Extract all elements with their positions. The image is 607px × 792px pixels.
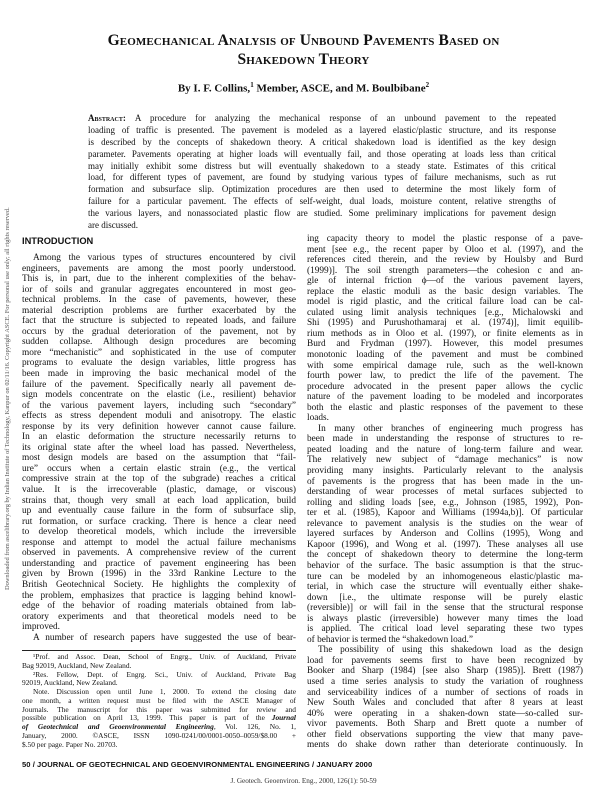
paragraph [307,645,583,750]
footnotes [22,653,296,749]
text-line: replace the elastic moduli as the basic design variables. The [307,286,583,297]
text-line: ing capacity theory to model the plastic response of a pave- [307,234,583,244]
text-line: is applied. The critical load level separating these two types [307,624,583,635]
footnote-mark-2: 2 [425,81,430,89]
text-line: peated loading and the nature of long-term failure and wear. [307,444,583,455]
footnote-line: ²Res. Fellow, Dept. of Engrg. Sci., Univ. of Auckland, Private Bag [33,670,296,679]
paragraph [22,253,296,633]
text-line: effects as stress dependent moduli and anisotropy. The elastic [22,411,296,422]
text-line: In an elastic deformation the structure necessarily returns to [22,432,296,443]
text-line: strains that, though very small at each load application, build [22,495,296,506]
author-2: Member, ASCE, and M. Boulbibane [253,82,426,95]
text-line: Shi (1995) and Purushothamaraj et al. (1974)], limit equilib- [307,318,583,329]
text-line: ment [see e.g., the recent paper by Oloo et al. (1997), and the [307,244,583,255]
journal-name: Journal [271,714,296,723]
text-line: failure of the pavement. Specifically nearly all pavement de- [22,379,296,390]
text-line: technical problems. In the case of pavements, however, these [22,295,296,306]
text-line: nature of the pavement loading to be modeled and incorporates [307,392,583,403]
text-line: rut formation, or surface cracking. There is hence a clear need [22,516,296,527]
text-line: A number of research papers have suggested the use of bear- [33,632,296,643]
abstract-label: Abstract: [88,113,126,123]
text-line: the problem, emphasizes that practice is lagging behind knowl- [22,590,296,601]
right-column [307,234,583,751]
text-line: Kapoor (1996), and Wong et al. (1997). These analyses all use [307,539,583,550]
text-line: more “mechanistic” and sophisticated in the use of computer [22,347,296,358]
footnote-line: $.50 per page. Paper No. 20703. [22,740,118,749]
text-line: gle of internal friction ϕ—of the various pavement layers, [307,276,583,287]
abstract-line: failure for a particular pavement. The effects of self-weight, dual loads, moisture content, relative strengths of [88,196,556,207]
text-line: down [i.e., the ultimate response will be purely elastic [307,592,583,603]
text-line: the concept of shakedown theory to determine the long-term [307,550,583,561]
text-line: Among the various types of structures encountered by civil [33,253,296,263]
text-line: programs to evaluate the design variables, little progress has [22,358,296,369]
footnote-divider [22,650,296,651]
title-line-2: Shakedown Theory [237,51,370,68]
text-line: layered surfaces by Anderson and Collins (1995), Wong and [307,529,583,540]
text-line: Burd and Frydman (1997). However, this model presumes [307,339,583,350]
footnote-mark-1: 1 [250,81,254,89]
text-line: This is, in part, due to the inherent complexities of the behav- [22,274,296,285]
text-line: of the various pavement layers, including such “secondary” [22,400,296,411]
text-line: (1999)]. The soil strength parameters—the cohesion c and an- [307,265,583,276]
footnote-line: Bag 92019, Auckland, New Zealand. [22,661,132,670]
author-1: By I. F. Collins, [177,82,251,95]
text-line: sudden collapse. Although design procedures are becoming [22,337,296,348]
text-line: occurs by the gradual deterioration of the pavement, not by [22,326,296,337]
footnote-line: ¹Prof. and Assoc. Dean, School of Engrg., Univ. of Auckland, Private [33,653,296,661]
footnote-line: one month, a written request must be filed with the ASCE Manager of [22,696,296,705]
text-line: most design models are based on the assumption that “fail- [22,453,296,464]
text-line: engineers, pavements are among the most poorly understood. [22,263,296,274]
footnote-text: , Vol. 126, No. 1, [213,723,296,731]
text-line: New South Wales and concluded that after 8 years at least [307,698,583,709]
download-watermark: Downloaded from ascelibrary.org by Indian Institute of Technology, Kanpur on 02/11/16. Copyright ASCE. For personal use only; all rights reserved. [4,207,11,590]
text-line: given by Brown (1996) in the 33rd Rankine Lecture to the [22,569,296,580]
text-line: other field observations supporting the view that many pave- [307,729,583,740]
text-line: improved. [22,622,60,633]
text-line: its original state after the wheel load has passed. Nevertheless, [22,442,296,453]
text-line: derstanding of wear processes of metal surfaces subjected to [307,487,583,498]
text-line: response and attempt to model the actual failure mechanisms [22,537,296,548]
paragraph [307,424,583,645]
abstract-line: formation and subsurface slip. Optimization procedures are then used to determine the most likely form of [88,184,556,195]
text-line: response by its very definition however cannot cause failure. [22,421,296,432]
text-line: is always plastic (irreversible) however many times the load [307,613,583,624]
text-line: load for pavements seems first to have been recognized by [307,655,583,666]
text-line: (reversible)] or will fail in the sense that the structural response [307,603,583,614]
journal-name: of Geotechnical and Geoenvironmental Engineering [22,723,214,731]
abstract-line: are discussed. [88,220,138,231]
text-line: The relatively new subject of “damage mechanics” is now [307,455,583,466]
text-line: ter et al. (1985), Kapoor and Williams (1994a,b)]. Of particular [307,508,583,519]
footnote-line [22,714,296,723]
text-line: been made in improving the basic mechanical model of the [22,369,296,380]
text-line: and serviceability indices of a number of sections of roads in [307,687,583,698]
footnote-line: Journals. The manuscript for this paper was submitted for review and [22,705,296,714]
footnote-line: Note. Discussion open until June 1, 2000. To extend the closing date [33,688,296,696]
text-line: edge of the behavior of roading materials obtained from lab- [22,601,296,612]
text-line: culated using limit analysis techniques [e.g., Michalowski and [307,307,583,318]
text-line: monotonic loading of the pavement and must be combined [307,350,583,361]
text-line: loads. [307,413,329,424]
author-line [0,81,607,95]
text-line: British Geotechnical Society. He highlights the complexity of [22,579,296,590]
text-line: ior of soils and granular aggregates encountered in most geo- [22,284,296,295]
text-line: of pavements is the progress that has been made in the un- [307,476,583,487]
text-line: value. It is the irrecoverable (plastic, damage, or viscous) [22,485,296,496]
text-line: fourth power law, to predict the life of the pavement. The [307,371,583,382]
text-line: providing many insights. Particularly relevant to the analysis [307,466,583,477]
text-line: rium methods as in Oloo et al. (1997), or finite elements as in [307,328,583,339]
text-line: to develop theoretical models, which include the irreversible [22,527,296,538]
abstract-line: parameter. Pavements operating at higher loads will eventually fail, and those operating at loads less than critical [88,148,556,159]
abstract-line: the various layers, and nonassociated plastic flow are studied. Some preliminary implications for pavement design [88,208,556,219]
text-line: relevance to pavement analysis is the studies on the wear of [307,518,583,529]
text-line: up and eventually cause failure in the form of subsurface slip, [22,506,296,517]
text-line: sign models concentrate on the elastic (i.e., resilient) behavior [22,390,296,401]
text-line: model is rigid plastic, and the critical failure load can be cal- [307,297,583,308]
text-line: ments do shake down rather than deteriorate continuously. In [307,740,583,751]
text-line: The possibility of using this shakedown load as the design [318,645,583,656]
text-line: references cited therein, and the review by Houlsby and Burd [307,255,583,266]
text-line: material description problems are further exacerbated by the [22,305,296,316]
text-line: compressive strain at the top of the subgrade) reaches a critical [22,474,296,485]
text-line: understanding and practice of pavement engineering has been [22,558,296,569]
text-line: used a time series analysis to study the variation of roughness [307,676,583,687]
abstract-text: A procedure for analyzing the mechanical response of an unbound pavement to the repeated [134,113,556,123]
running-footer: 50 / JOURNAL OF GEOTECHNICAL AND GEOENVIRONMENTAL ENGINEERING / JANUARY 2000 [22,760,373,769]
text-line: procedure advocated in the present paper allows the cyclic [307,381,583,392]
text-line: 40% were operating in a shaken-down state—so-called sur- [307,708,583,719]
text-line: ure” occurs when a certain elastic strain (e.g., the vertical [22,463,296,474]
text-line: rolling and sliding loads [see, e.g., Johnson (1985, 1992), Pon- [307,497,583,508]
abstract [88,113,556,232]
text-line: vivor pavements. Both Sharp and Brett quote a number of [307,719,583,730]
text-line: ture can be modeled by an inhomogeneous elastic/plastic ma- [307,571,583,582]
text-line: behavior of the surface. The basic assumption is that the struc- [307,560,583,571]
footnote-line: 92019, Auckland, New Zealand. [22,679,118,688]
abstract-line: may initially exhibit some distress but will eventually shakedown to a steady state. Estimates of this critical [88,160,556,171]
section-heading-introduction: INTRODUCTION [22,236,94,246]
text-line: fact that the structure is subjected to repeated loads, and failure [22,316,296,327]
title-line-1: Geomechanical Analysis of Unbound Pavements Based on [107,32,500,49]
footnote-line [22,723,296,732]
footnote-text: possible publication on April 13, 1999. This paper is part of the [22,714,272,723]
abstract-line [88,113,556,125]
abstract-line: load, for different types of pavement, are found by studying various types of failure mechanisms, such as rut [88,172,556,183]
text-line: both the elastic and plastic responses of the pavement to these [307,402,583,413]
text-line: with some empirical damage rule, such as the well-known [307,360,583,371]
abstract-line: loading of traffic is presented. The pavement is modeled as a layered elastic/plastic structure, and its response [88,124,556,135]
abstract-line: is described by the concepts of shakedown theory. A critical shakedown load is identified as the key design [88,136,556,147]
paragraph [22,633,296,644]
text-line: In many other branches of engineering much progress has [318,423,583,434]
text-line: terial, in which case the structure will eventually either shake- [307,582,583,593]
text-line: of behavior is termed the “shakedown load.” [307,634,473,645]
footnote-line: January, 2000. ©ASCE, ISSN 1090-0241/00/0001-0050–0059/$8.00 + [22,731,296,740]
paragraph [307,234,583,424]
text-line: been made in understanding the response of structures to re- [307,434,583,445]
text-line: Booker and Sharp (1984) [see also Sharp (1985)]. Brett (1987) [307,666,583,677]
text-line: observed in pavements. A comprehensive review of the current [22,548,296,559]
paper-title [0,31,607,69]
left-column [22,253,296,643]
citation-line: J. Geotech. Geoenviron. Eng., 2000, 126(1): 50-59 [230,777,377,785]
text-line: oratory experiments and that theoretical models need to be [22,611,296,622]
